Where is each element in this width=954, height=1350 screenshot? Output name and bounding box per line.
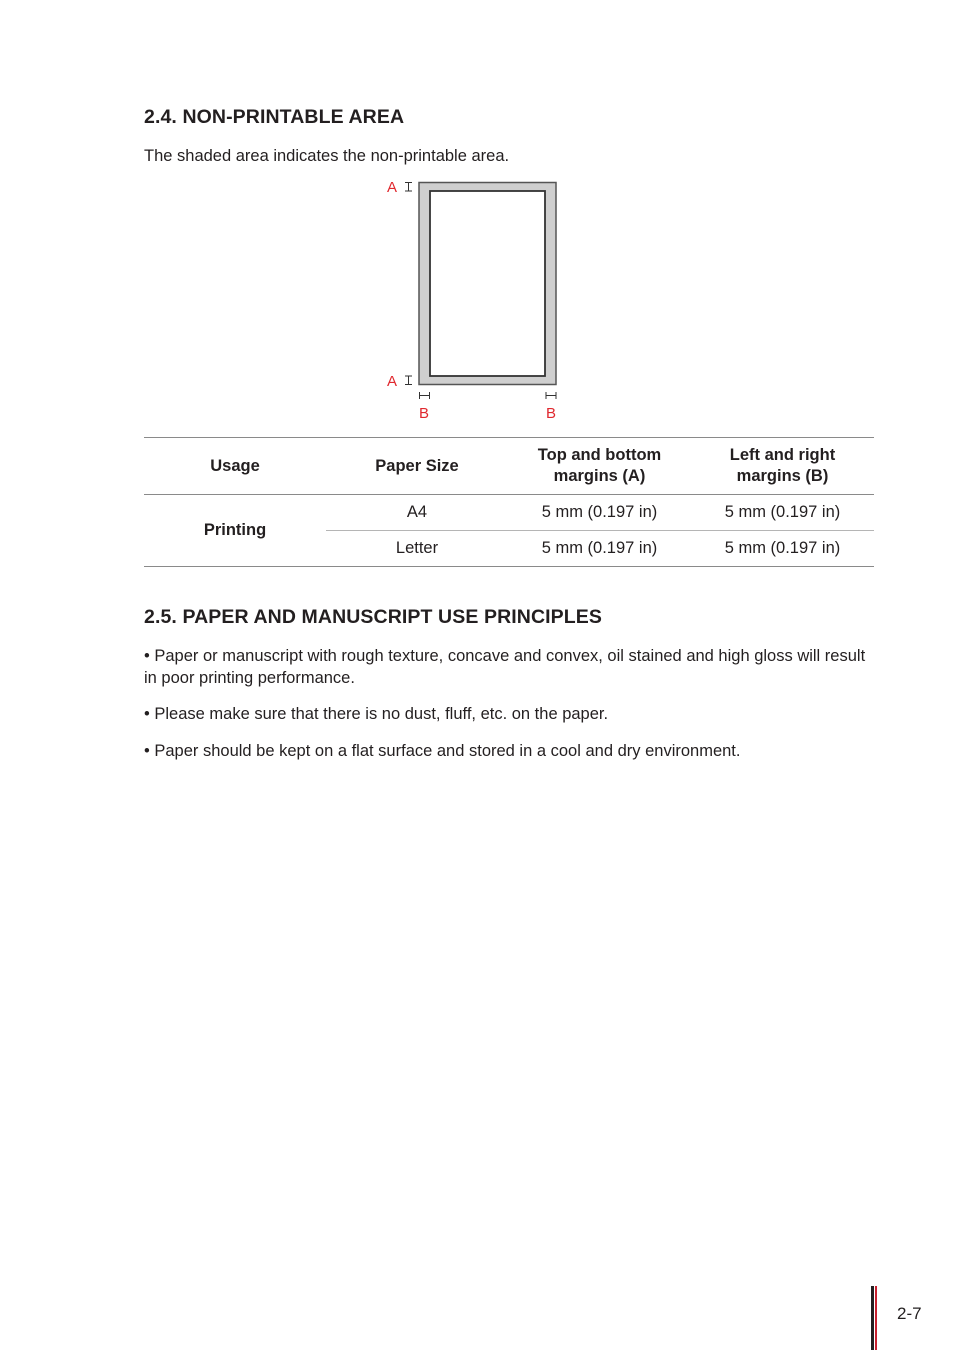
top-bottom-margin-cell: 5 mm (0.197 in) [508, 531, 691, 567]
margins-table [144, 437, 874, 567]
left-right-margin-cell: 5 mm (0.197 in) [691, 495, 874, 531]
non-printable-area-diagram [0, 0, 954, 440]
header-top-bottom-text: Top and bottom margins (A) [537, 446, 662, 485]
header-paper-size: Paper Size [326, 438, 508, 495]
margin-a-top-marker [405, 183, 412, 192]
bullet-item: • Please make sure that there is no dust, fluff, etc. on the paper. [144, 705, 609, 723]
usage-printing: Printing [144, 495, 326, 567]
margin-a-bottom-marker [405, 376, 412, 385]
header-usage: Usage [144, 438, 326, 495]
footer-divider [871, 1286, 874, 1350]
label-a-top: A [387, 179, 398, 196]
paper-size-cell: Letter [326, 531, 508, 567]
header-left-right-text: Left and right margins (B) [729, 446, 836, 485]
top-bottom-margin-cell: 5 mm (0.197 in) [508, 495, 691, 531]
printable-area [430, 191, 545, 376]
table-header-row [144, 438, 874, 495]
bullet-item: • Paper or manuscript with rough texture, concave and convex, oil stained and high gloss will result in poor printing performance. [144, 647, 866, 687]
header-left-right-margins [691, 438, 874, 495]
label-a-bottom: A [387, 373, 398, 390]
section-heading-paper-principles: 2.5. PAPER AND MANUSCRIPT USE PRINCIPLES [144, 606, 602, 628]
page-number: 2-7 [897, 1304, 922, 1323]
label-b-left: B [419, 405, 430, 422]
label-b-right: B [546, 405, 557, 422]
header-top-bottom-margins [508, 438, 691, 495]
table-row [144, 495, 874, 531]
footer-divider-accent [875, 1286, 877, 1350]
section-heading-non-printable-area: 2.4. NON-PRINTABLE AREA [144, 106, 405, 128]
intro-text: The shaded area indicates the non-printable area. [144, 147, 510, 165]
left-right-margin-cell: 5 mm (0.197 in) [691, 531, 874, 567]
bullet-item: • Paper should be kept on a flat surface and stored in a cool and dry environment. [144, 742, 741, 760]
paper-size-cell: A4 [326, 495, 508, 531]
margin-b-left-marker [420, 392, 430, 399]
margin-b-right-marker [546, 392, 556, 399]
